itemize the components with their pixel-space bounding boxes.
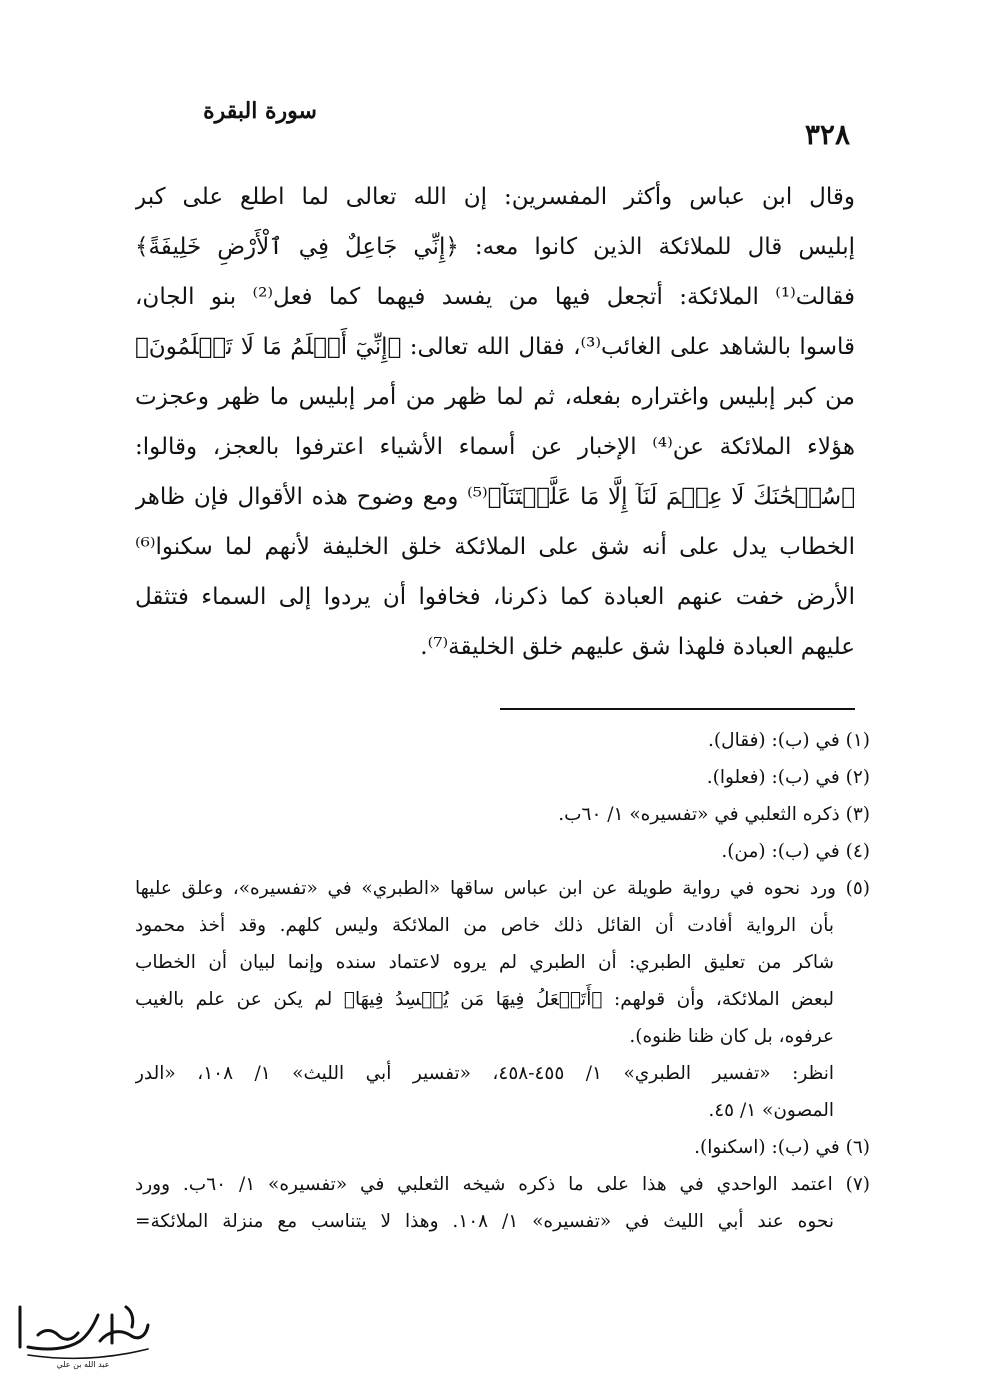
body-line: عليهم العبادة فلهذا شق عليهم خلق الخليقة⁽⁷⁾. <box>420 634 855 660</box>
body-line: هؤلاء الملائكة عن⁽⁴⁾ الإخبار عن أسماء الأشياء اعترفوا بالعجز، وقالوا: <box>135 434 855 460</box>
publisher-logo-calligraphy <box>8 1285 158 1370</box>
body-line: قاسوا بالشاهد على الغائب⁽³⁾، فقال الله تعالى: ﴿إِنِّيٓ أَعۡلَمُ مَا لَا تَعۡلَمُونَ﴾ <box>135 334 855 360</box>
logo-subtext: عبد الله بن علي <box>56 1360 110 1369</box>
footnote-line: عرفوه، بل كان ظنا ظنوه). <box>629 1026 834 1047</box>
footnote-line: (٥) ورد نحوه في رواية طويلة عن ابن عباس ساقها «الطبري» في «تفسيره»، وعلق عليها <box>135 878 870 899</box>
page-number: ٣٢٨ <box>804 118 850 151</box>
footnote-line: (٣) ذكره الثعلبي في «تفسيره» ١/ ٦٠ب. <box>558 804 870 825</box>
body-line: ﴿سُبۡحَٰنَكَ لَا عِلۡمَ لَنَآ إِلَّا مَا عَلَّمۡتَنَآ﴾⁽⁵⁾ ومع وضوح هذه الأقوال فإن ظاهر <box>135 484 855 510</box>
footnote-line: انظر: «تفسير الطبري» ١/ ٤٥٥-٤٥٨، «تفسير أبي الليث» ١/ ١٠٨، «الدر <box>135 1063 834 1084</box>
footnote-line: المصون» ١/ ٤٥. <box>708 1100 834 1121</box>
body-line: فقالت⁽¹⁾ الملائكة: أتجعل فيها من يفسد فيهما كما فعل⁽²⁾ بنو الجان، <box>135 284 855 310</box>
body-line: الخطاب يدل على أنه شق على الملائكة خلق الخليفة لأنهم لما سكنوا⁽⁶⁾ <box>135 534 855 560</box>
footnote-line: (٦) في (ب): (اسكنوا). <box>694 1137 870 1158</box>
footnotes-block <box>135 722 870 1240</box>
footnote-line: لبعض الملائكة، وأن قولهم: ﴿أَتَجۡعَلُ فِيهَا مَن يُفۡسِدُ فِيهَا﴾ لم يكن عن علم بالغيب <box>135 989 834 1010</box>
body-line: وقال ابن عباس وأكثر المفسرين: إن الله تعالى لما اطلع على كبر <box>135 184 855 210</box>
body-line: إبليس قال للملائكة الذين كانوا معه: ﴿إِنِّي جَاعِلٌ فِي ٱلْأَرْضِ خَلِيفَةً﴾ <box>135 234 855 260</box>
footnote-line: بأن الرواية أفادت أن القائل ذلك خاص من الملائكة وليس كلهم. وقد أخذ محمود <box>135 915 834 936</box>
footnote-line: (٧) اعتمد الواحدي في هذا على ما ذكره شيخه الثعلبي في «تفسيره» ١/ ٦٠ب. وورد <box>135 1174 870 1195</box>
footnote-line: (١) في (ب): (فقال). <box>708 730 870 751</box>
body-line: الأرض خفت عنهم العبادة كما ذكرنا، فخافوا أن يردوا إلى السماء فتثقل <box>135 584 855 610</box>
footnote-divider <box>500 708 855 710</box>
footnote-line: (٤) في (ب): (من). <box>721 841 870 862</box>
footnote-line: نحوه عند أبي الليث في «تفسيره» ١/ ١٠٨. وهذا لا يتناسب مع منزلة الملائكة= <box>135 1211 834 1232</box>
footnote-line: (٢) في (ب): (فعلوا). <box>706 767 870 788</box>
body-line: من كبر إبليس واغتراره بفعله، ثم لما ظهر من أمر إبليس ما ظهر وعجزت <box>135 384 855 410</box>
running-header-title: سورة البقرة <box>203 98 317 124</box>
main-body-text <box>135 172 855 672</box>
footnote-line: شاكر من تعليق الطبري: أن الطبري لم يروه لاعتماد سنده وإنما لبيان أن الخطاب <box>135 952 834 973</box>
